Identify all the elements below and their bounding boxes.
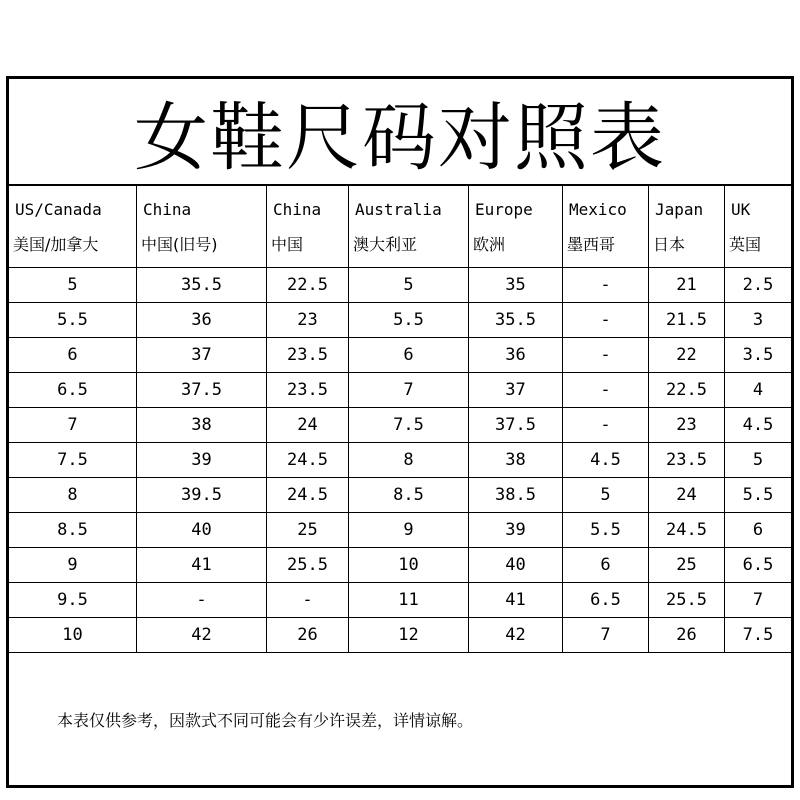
column-header <box>649 184 725 267</box>
table-cell: 39.5 <box>137 478 267 512</box>
column-header-en: China <box>143 200 192 219</box>
table-cell: - <box>563 408 649 442</box>
table-cell: 25 <box>649 548 725 582</box>
table-row <box>9 338 791 373</box>
table-cell: 26 <box>649 618 725 652</box>
column-header-cn: 中国(旧号) <box>141 235 218 254</box>
size-chart <box>6 76 794 788</box>
table-cell: 10 <box>349 548 469 582</box>
footer-note: 本表仅供参考，因款式不同可能会有少许误差，详情谅解。 <box>57 710 474 730</box>
column-header-cn: 欧洲 <box>473 235 506 254</box>
table-cell: 42 <box>469 618 563 652</box>
table-cell: 6 <box>752 520 764 540</box>
table-cell: 12 <box>349 618 469 652</box>
table-cell: 41 <box>469 583 563 617</box>
column-header <box>563 184 649 267</box>
table-cell: 24 <box>267 408 349 442</box>
table-cell: 25.5 <box>267 548 349 582</box>
table-row <box>9 618 791 653</box>
column-header-en: Australia <box>355 200 442 219</box>
table-cell: 21.5 <box>649 303 725 337</box>
table-cell: 6 <box>9 338 137 372</box>
table-row <box>9 373 791 408</box>
table-cell: 25 <box>267 513 349 547</box>
table-cell: 39 <box>469 513 563 547</box>
column-header-cn: 中国 <box>271 235 304 254</box>
table-cell: 35 <box>469 268 563 302</box>
table-cell: 23.5 <box>267 373 349 407</box>
table-cell: 4.5 <box>563 443 649 477</box>
table-row <box>9 478 791 513</box>
table-cell: 5 <box>349 268 469 302</box>
table-cell: 22 <box>649 338 725 372</box>
column-header-en: Japan <box>655 200 704 219</box>
table-row <box>9 268 791 303</box>
table-cell: 24.5 <box>649 513 725 547</box>
table-cell: 22.5 <box>649 373 725 407</box>
table-cell: 4 <box>752 380 764 400</box>
column-header-cn: 墨西哥 <box>567 235 616 254</box>
table-cell: 5.5 <box>349 303 469 337</box>
table-cell: 8 <box>9 478 137 512</box>
table-cell: 5.5 <box>9 303 137 337</box>
column-header-en: Europe <box>475 200 533 219</box>
table-cell: 37 <box>137 338 267 372</box>
table-cell: 11 <box>349 583 469 617</box>
table-row <box>9 583 791 618</box>
column-header-cn: 澳大利亚 <box>353 235 418 254</box>
size-table <box>9 184 791 653</box>
table-cell: 25.5 <box>649 583 725 617</box>
table-cell: 41 <box>137 548 267 582</box>
table-cell: 8.5 <box>349 478 469 512</box>
table-cell: 3.5 <box>742 345 774 365</box>
column-header-en: US/Canada <box>15 200 102 219</box>
table-cell: 6 <box>349 338 469 372</box>
table-cell: 6.5 <box>9 373 137 407</box>
chart-title: 女鞋尺码对照表 <box>9 79 791 186</box>
table-cell: 7.5 <box>9 443 137 477</box>
table-cell: 8 <box>349 443 469 477</box>
table-cell: 3 <box>752 310 764 330</box>
table-cell: 38 <box>469 443 563 477</box>
table-cell: 37 <box>469 373 563 407</box>
table-cell: 23.5 <box>649 443 725 477</box>
table-cell: 26 <box>267 618 349 652</box>
table-cell: 37.5 <box>137 373 267 407</box>
column-header <box>349 184 469 267</box>
table-cell: 21 <box>649 268 725 302</box>
table-cell: 38 <box>137 408 267 442</box>
table-row <box>9 513 791 548</box>
table-cell: - <box>563 303 649 337</box>
column-header-en: Mexico <box>569 200 627 219</box>
table-cell: 6.5 <box>742 555 774 575</box>
table-cell: 5.5 <box>742 485 774 505</box>
table-cell: 4.5 <box>742 415 774 435</box>
column-header <box>9 184 137 267</box>
table-cell: 36 <box>469 338 563 372</box>
column-header <box>469 184 563 267</box>
table-cell: 35.5 <box>137 268 267 302</box>
column-header <box>725 184 791 267</box>
table-cell: 7 <box>9 408 137 442</box>
column-header-cn: 英国 <box>729 235 762 254</box>
table-cell: 22.5 <box>267 268 349 302</box>
table-cell: 5 <box>9 268 137 302</box>
column-header-cn: 日本 <box>653 235 686 254</box>
table-cell: 38.5 <box>469 478 563 512</box>
table-cell: 7 <box>349 373 469 407</box>
table-cell: 5.5 <box>563 513 649 547</box>
table-cell: 23 <box>267 303 349 337</box>
table-row <box>9 443 791 478</box>
table-cell: 9 <box>349 513 469 547</box>
table-cell: - <box>137 583 267 617</box>
table-cell: 6 <box>563 548 649 582</box>
column-header-cn: 美国/加拿大 <box>13 235 99 254</box>
table-cell: 2.5 <box>742 275 774 295</box>
table-cell: 24.5 <box>267 478 349 512</box>
table-cell: 39 <box>137 443 267 477</box>
table-cell: 5 <box>752 450 764 470</box>
table-row <box>9 408 791 443</box>
table-cell: 7 <box>563 618 649 652</box>
table-cell: 7.5 <box>349 408 469 442</box>
table-cell: 24.5 <box>267 443 349 477</box>
table-row <box>9 303 791 338</box>
table-cell: 23 <box>649 408 725 442</box>
table-cell: 10 <box>9 618 137 652</box>
table-cell: 40 <box>469 548 563 582</box>
table-cell: 9 <box>9 548 137 582</box>
table-cell: 35.5 <box>469 303 563 337</box>
table-cell: 7 <box>752 590 764 610</box>
table-cell: 5 <box>563 478 649 512</box>
column-header-en: UK <box>731 200 751 219</box>
table-header-row <box>9 184 791 268</box>
column-header-en: China <box>273 200 322 219</box>
table-cell: - <box>267 583 349 617</box>
table-cell: 7.5 <box>742 625 774 645</box>
column-header <box>267 184 349 267</box>
table-cell: 23.5 <box>267 338 349 372</box>
table-cell: 8.5 <box>9 513 137 547</box>
table-cell: 6.5 <box>563 583 649 617</box>
table-cell: 9.5 <box>9 583 137 617</box>
table-cell: - <box>563 373 649 407</box>
table-cell: 40 <box>137 513 267 547</box>
table-cell: 42 <box>137 618 267 652</box>
table-row <box>9 548 791 583</box>
column-header <box>137 184 267 267</box>
table-cell: 24 <box>649 478 725 512</box>
table-cell: - <box>563 338 649 372</box>
table-cell: 36 <box>137 303 267 337</box>
table-cell: - <box>563 268 649 302</box>
table-cell: 37.5 <box>469 408 563 442</box>
